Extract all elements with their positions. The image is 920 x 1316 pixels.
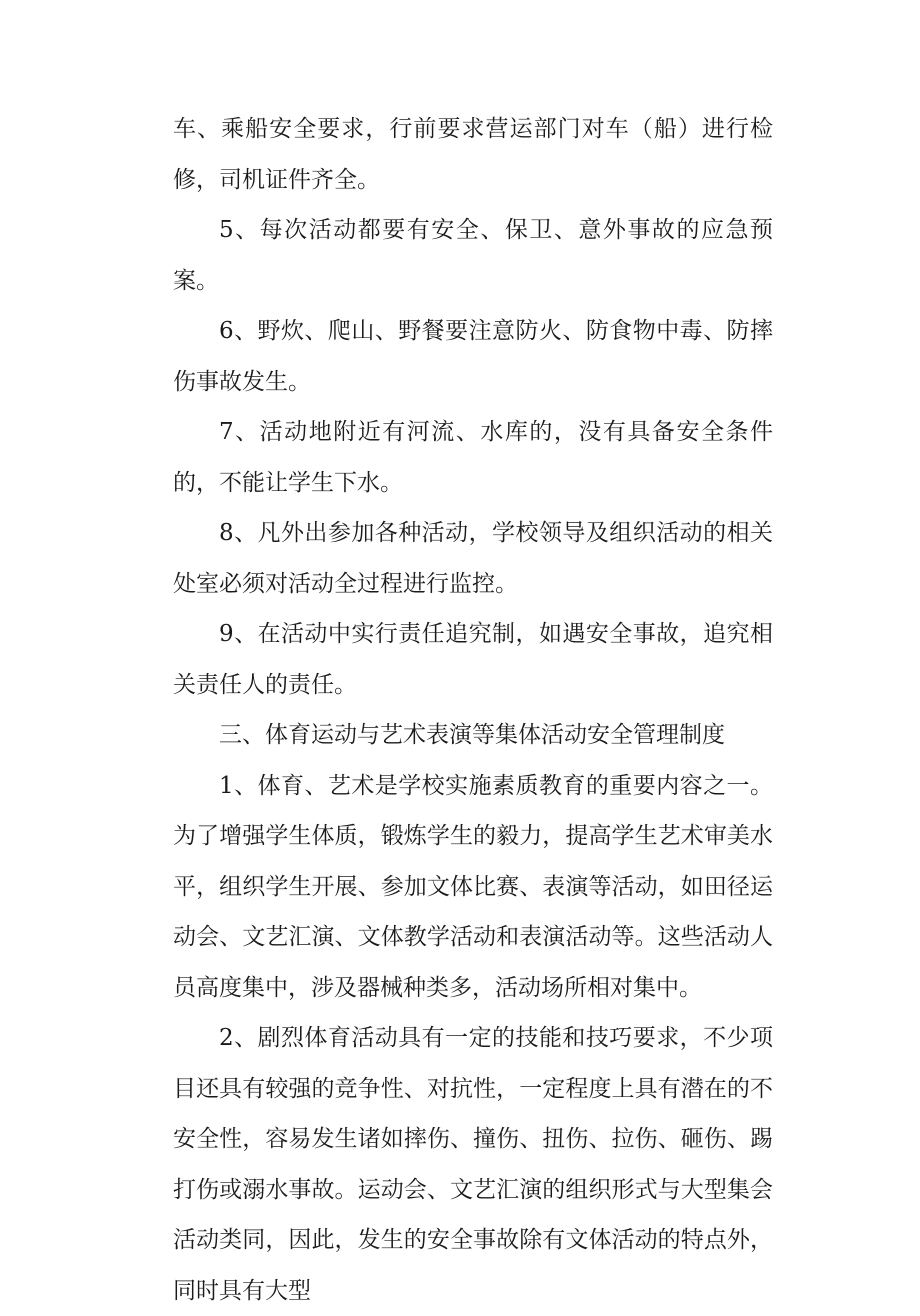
paragraph-item-7: 7、活动地附近有河流、水库的，没有具备安全条件的，不能让学生下水。 xyxy=(173,419,773,496)
paragraph-item-8: 8、凡外出参加各种活动，学校领导及组织活动的相关处室必须对活动全过程进行监控。 xyxy=(173,520,773,597)
section-paragraph-1: 1、体育、艺术是学校实施素质教育的重要内容之一。为了增强学生体质，锻炼学生的毅力，提高学生艺术审美水平，组织学生开展、参加文体比赛、表演等活动，如田径运动会、文艺汇演、文体教学活动和表演活动等。这些活动人员高度集中，涉及器械种类多，活动场所相对集中。 xyxy=(173,772,773,1001)
paragraph-item-9: 9、在活动中实行责任追究制，如遇安全事故，追究相关责任人的责任。 xyxy=(173,621,773,698)
paragraph-item-5: 5、每次活动都要有安全、保卫、意外事故的应急预案。 xyxy=(173,217,773,294)
paragraph-continued: 车、乘船安全要求，行前要求营运部门对车（船）进行检修，司机证件齐全。 xyxy=(173,116,773,193)
paragraph-item-6: 6、野炊、爬山、野餐要注意防火、防食物中毒、防摔伤事故发生。 xyxy=(173,318,773,395)
section-paragraph-2: 2、剧烈体育活动具有一定的技能和技巧要求，不少项目还具有较强的竞争性、对抗性，一定程度上具有潜在的不安全性，容易发生诸如摔伤、撞伤、扭伤、拉伤、砸伤、踢打伤或溺水事故。运动会、文艺汇演的组织形式与大型集会活动类同，因此，发生的安全事故除有文体活动的特点外，同时具有大型 xyxy=(173,1025,773,1304)
document-body xyxy=(173,104,773,1316)
section-heading: 三、体育运动与艺术表演等集体活动安全管理制度 xyxy=(219,722,725,748)
